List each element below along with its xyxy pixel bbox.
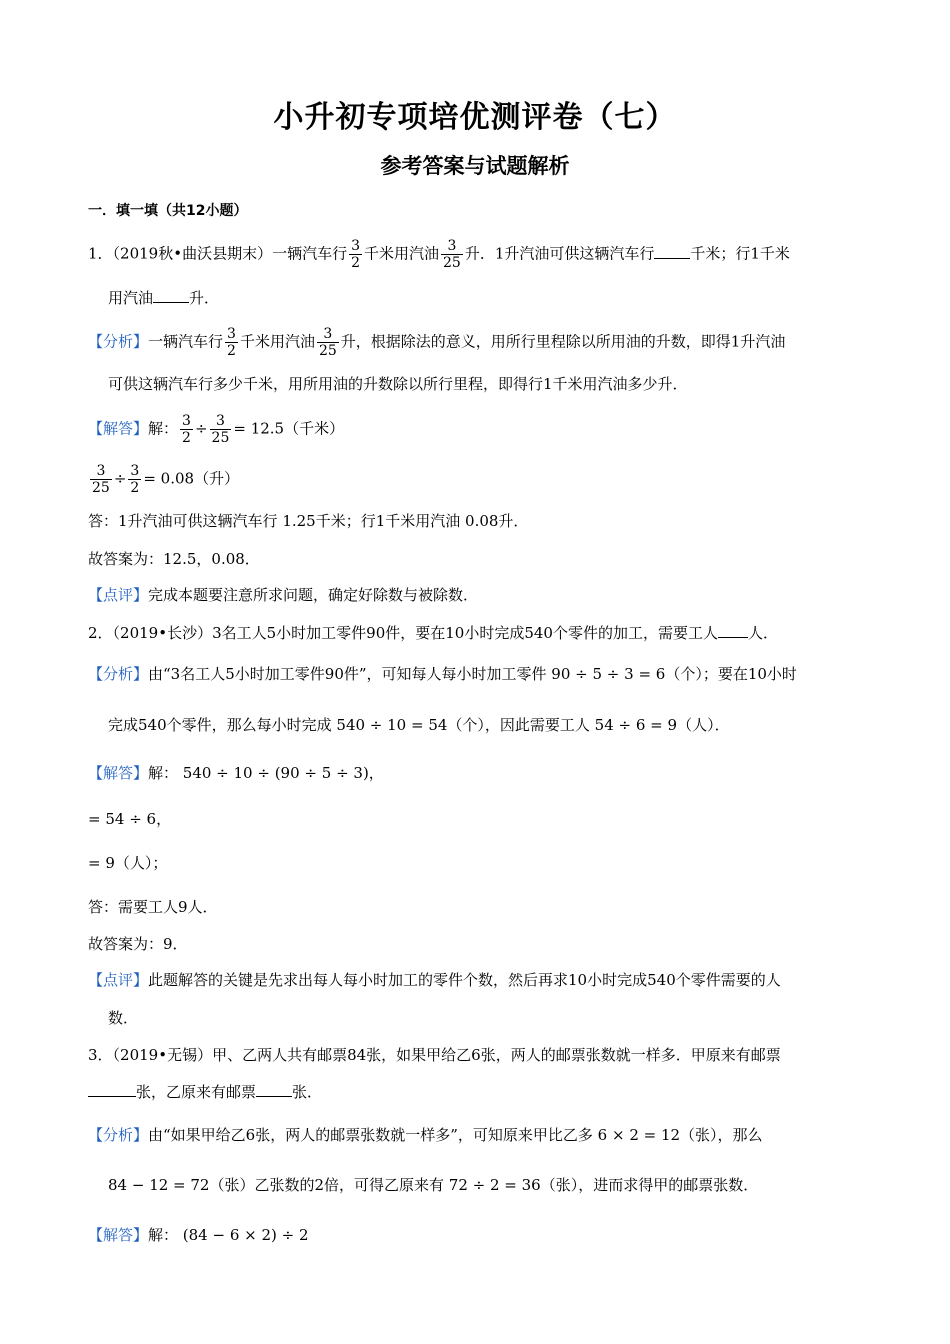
q1-eq2-div: ÷: [113, 469, 127, 488]
q3-stem-line1: 3．（2019•无锡）甲、乙两人共有邮票84张，如果甲给乙6张，两人的邮票张数就一样多．甲原来有邮票: [88, 1046, 781, 1064]
q1-eq2-result: = 0.08（升）: [143, 469, 240, 488]
q1-blank-1: [654, 243, 690, 259]
q1-analysis-b: 千米用汽油: [239, 332, 315, 351]
q2-step1: = 54 ÷ 6，: [88, 810, 172, 828]
q2-blank: [718, 622, 748, 638]
q1-stem-a: 1．（2019秋•曲沃县期末）一辆汽车行: [88, 244, 348, 263]
q2-comment-line2: 数．: [108, 1009, 139, 1027]
q1-solution-line2: [88, 463, 239, 496]
q2-final-answer: 故答案为：9．: [88, 935, 188, 953]
q2-stem-a: 2．（2019•长沙）3名工人5小时加工零件90件，要在10小时完成540个零件的加工，需要工人: [88, 624, 718, 642]
q1-stem-c: 升．1升汽油可供这辆汽车行: [464, 244, 655, 263]
q3-stem-line2b: 张．: [292, 1083, 323, 1101]
q3-analysis-line1: [88, 1124, 763, 1146]
solution-tag: 【解答】: [88, 1226, 149, 1244]
q1-comment: [88, 584, 478, 606]
q1-fraction-3-2: $\frac{3}{2}$: [351, 238, 360, 271]
q1-analysis-fraction-3-2: $\frac{3}{2}$: [227, 326, 236, 359]
q1-stem-line2: [108, 287, 219, 309]
q1-answer: 答：1升汽油可供这辆汽车行 1.25千米；行1千米用汽油 0.08升．: [88, 512, 529, 530]
q2-step2: = 9（人）；: [88, 854, 168, 872]
q1-analysis-line1: [88, 326, 785, 359]
q2-comment-text1: 此题解答的关键是先求出每人每小时加工的零件个数，然后再求10小时完成540个零件需要的人: [148, 971, 781, 989]
section-heading: 一．填一填（共12小题）: [88, 203, 248, 219]
q1-analysis-c: 升，根据除法的意义，用所行里程除以所用油的升数，即得1升汽油: [340, 332, 786, 351]
q3-blank-1: [88, 1081, 136, 1097]
q1-stem-b: 千米用汽油: [364, 244, 440, 263]
q2-analysis-line2: 完成540个零件，那么每小时完成 540 ÷ 10 = 54（个），因此需要工人 54 ÷ 6 = 9（人）．: [108, 716, 730, 734]
q1-eq2-fraction-3-25: $\frac{3}{25}$: [92, 463, 110, 496]
comment-tag: 【点评】: [88, 586, 149, 604]
q1-analysis-a: 一辆汽车行: [148, 332, 224, 351]
analysis-tag: 【分析】: [88, 1126, 149, 1144]
q3-stem-line2a: 张，乙原来有邮票: [136, 1083, 257, 1101]
q2-comment-line1: [88, 969, 781, 991]
q3-analysis-text1: 由“如果甲给乙6张，两人的邮票张数就一样多”，可知原来甲比乙多 6 × 2 = 12（张），那么: [148, 1126, 763, 1144]
q2-solution: [88, 762, 384, 784]
q1-eq1-fraction-3-25: $\frac{3}{25}$: [211, 413, 230, 446]
q3-stem-line2: [88, 1081, 322, 1103]
q3-blank-2: [256, 1081, 292, 1097]
q1-eq1-fraction-3-2: $\frac{3}{2}$: [182, 413, 191, 446]
q3-solution: [88, 1224, 309, 1246]
q1-stem-line1: [88, 238, 790, 271]
q2-stem: [88, 622, 778, 644]
q2-solve-text: 解： 540 ÷ 10 ÷ (90 ÷ 5 ÷ 3)，: [148, 764, 384, 782]
q1-analysis-line2: 可供这辆汽车行多少千米，用所用油的升数除以所行里程，即得行1千米用汽油多少升．: [108, 375, 688, 393]
q2-answer: 答：需要工人9人．: [88, 898, 218, 916]
solution-tag: 【解答】: [88, 764, 149, 782]
q1-stem-line2a: 用汽油: [108, 289, 154, 307]
q1-comment-text: 完成本题要注意所求问题，确定好除数与被除数．: [148, 586, 479, 604]
analysis-tag: 【分析】: [88, 665, 149, 683]
page-subtitle: 参考答案与试题解析: [380, 154, 570, 178]
q1-stem-d: 千米；行1千米: [690, 244, 790, 263]
q1-stem-line2b: 升．: [189, 289, 220, 307]
q3-solve-text: 解： (84 − 6 × 2) ÷ 2: [148, 1226, 309, 1244]
comment-tag: 【点评】: [88, 971, 149, 989]
q1-eq1-result: = 12.5（千米）: [233, 419, 345, 438]
analysis-tag: 【分析】: [88, 332, 149, 351]
q1-solve-prefix: 解：: [148, 419, 179, 438]
page-title: 小升初专项培优测评卷（七）: [273, 100, 677, 135]
q1-blank-2: [153, 287, 189, 303]
q1-fraction-3-25: $\frac{3}{25}$: [443, 238, 461, 271]
q1-eq1-div: ÷: [194, 419, 208, 438]
q2-stem-b: 人．: [747, 624, 778, 642]
q1-eq2-fraction-3-2: $\frac{3}{2}$: [130, 463, 140, 496]
q2-analysis-line1: [88, 663, 797, 685]
q1-analysis-fraction-3-25: $\frac{3}{25}$: [318, 326, 337, 359]
q1-solution-line1: [88, 413, 344, 446]
q1-final-answer: 故答案为：12.5，0.08．: [88, 550, 260, 568]
q3-analysis-line2: 84 − 12 = 72（张）乙张数的2倍，可得乙原来有 72 ÷ 2 = 36（张），进而求得甲的邮票张数．: [108, 1176, 759, 1194]
solution-tag: 【解答】: [88, 419, 149, 438]
q2-analysis-text1: 由“3名工人5小时加工零件90件”，可知每人每小时加工零件 90 ÷ 5 ÷ 3 = 6（个）；要在10小时: [148, 665, 797, 683]
